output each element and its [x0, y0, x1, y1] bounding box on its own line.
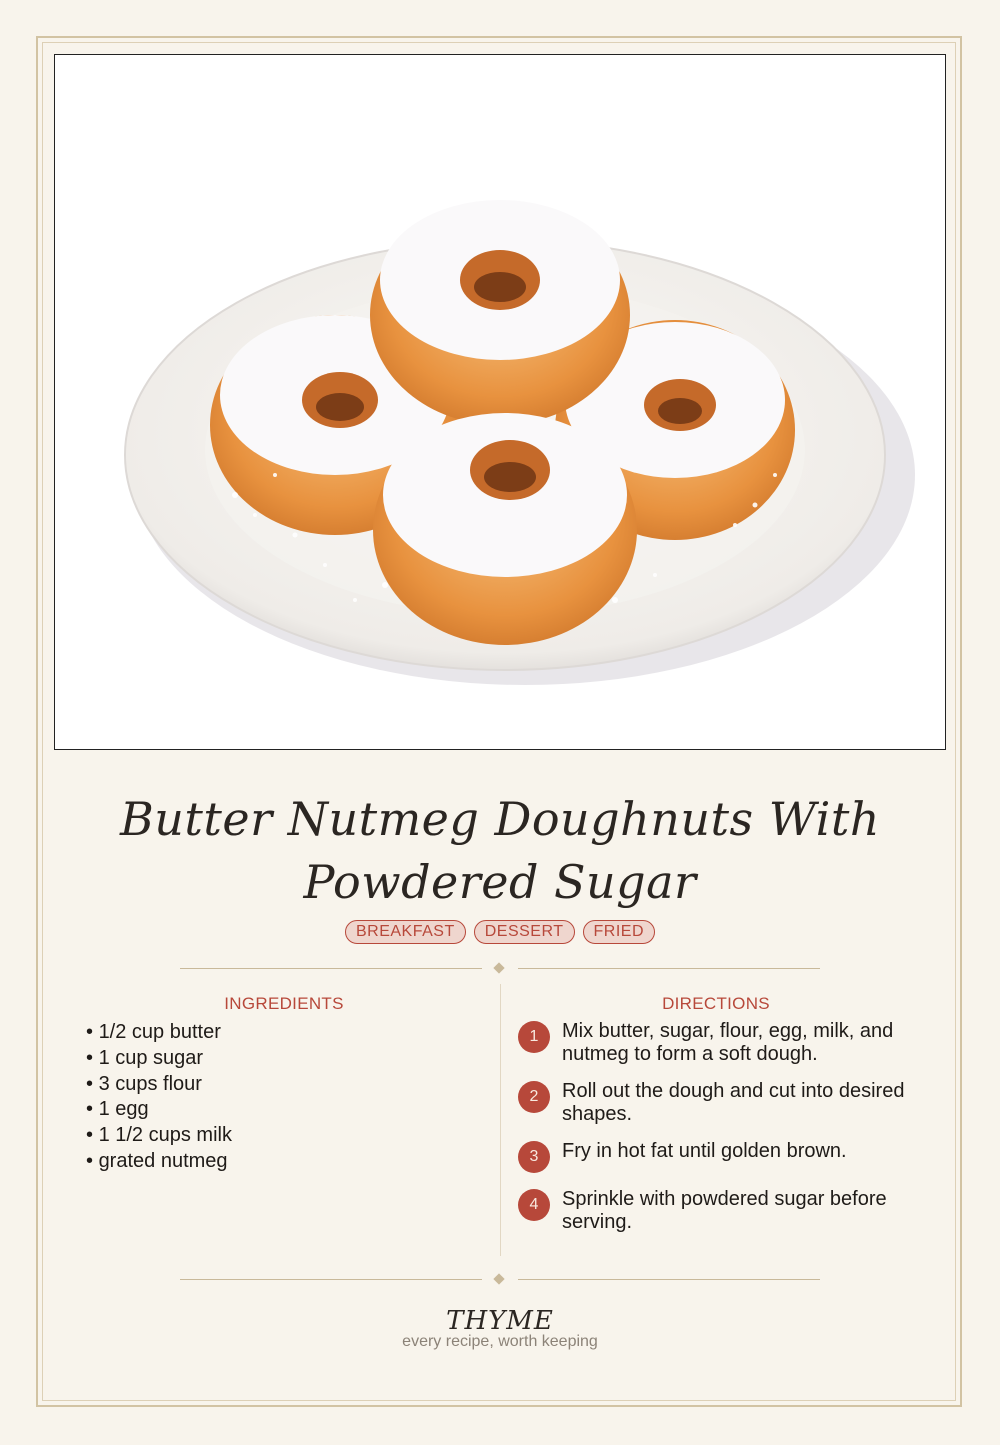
directions-heading: DIRECTIONS: [662, 994, 770, 1013]
section-divider-bottom: [180, 1273, 820, 1287]
step-text: Fry in hot fat until golden brown.: [562, 1140, 847, 1162]
divider-line: [518, 968, 820, 969]
divider-line: [180, 1279, 482, 1280]
ingredients-heading: INGREDIENTS: [224, 994, 344, 1013]
step-number-badge: 4: [518, 1189, 550, 1221]
direction-step: [518, 1140, 938, 1173]
step-number-badge: 3: [518, 1141, 550, 1173]
divider-line: [180, 968, 482, 969]
ingredient-item: • grated nutmeg: [86, 1149, 232, 1175]
recipe-title-line2: Powdered Sugar: [303, 855, 697, 909]
ingredient-item: • 1 egg: [86, 1097, 232, 1123]
recipe-title-line1: Butter Nutmeg Doughnuts With: [119, 792, 881, 846]
ingredient-item: • 1 cup sugar: [86, 1046, 232, 1072]
diamond-ornament-icon: [493, 1273, 504, 1284]
divider-line: [518, 1279, 820, 1280]
ingredient-item: • 1/2 cup butter: [86, 1020, 232, 1046]
tag-fried[interactable]: FRIED: [583, 920, 656, 944]
step-number-badge: 1: [518, 1021, 550, 1053]
direction-step: [518, 1080, 938, 1126]
brand-tagline: every recipe, worth keeping: [402, 1333, 598, 1350]
ingredients-list: [86, 1020, 232, 1175]
tag-list: [0, 920, 1000, 944]
step-text: Sprinkle with powdered sugar before serving.: [562, 1188, 887, 1233]
recipe-title: [100, 788, 900, 914]
doughnut-illustration: [54, 54, 946, 750]
tag-dessert[interactable]: DESSERT: [474, 920, 575, 944]
tag-breakfast[interactable]: BREAKFAST: [345, 920, 466, 944]
brand-name: THYME: [446, 1306, 554, 1336]
step-text: Mix butter, sugar, flour, egg, milk, and nutmeg to form a soft dough.: [562, 1020, 894, 1065]
column-divider: [500, 984, 501, 1256]
direction-step: [518, 1020, 938, 1066]
ingredient-item: • 1 1/2 cups milk: [86, 1123, 232, 1149]
direction-step: [518, 1188, 938, 1234]
section-divider-top: [180, 962, 820, 976]
diamond-ornament-icon: [493, 962, 504, 973]
ingredient-item: • 3 cups flour: [86, 1072, 232, 1098]
step-text: Roll out the dough and cut into desired shapes.: [562, 1080, 905, 1125]
step-number-badge: 2: [518, 1081, 550, 1113]
